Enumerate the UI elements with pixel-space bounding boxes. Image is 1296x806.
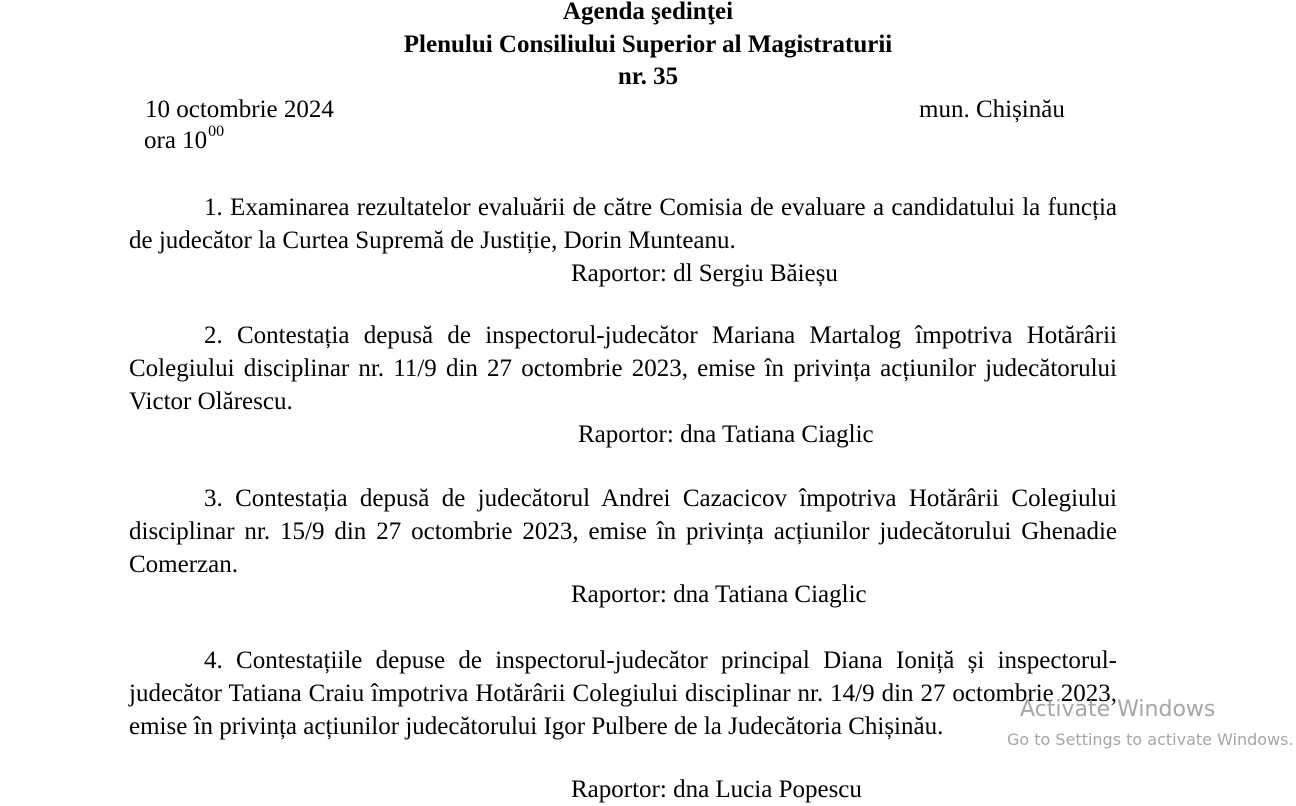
meeting-time-minutes: 00 [208,122,225,140]
agenda-number: nr. 35 [617,63,679,90]
activation-watermark-hint: Go to Settings to activate Windows. [1007,730,1294,749]
meeting-location: mun. Chișinău [919,96,1065,123]
agenda-item-3: 3. Contestația depusă de judecătorul Andrei Cazacicov împotriva Hotărârii Colegiului disciplinar nr. 15/9 din 27 octombrie 2023, emise în privința acțiunilor judecătorului Ghenadie Comerzan. [129,485,1117,578]
agenda-item-4-reporter: Raportor: dna Lucia Popescu [571,776,862,803]
agenda-item-3-reporter: Raportor: dna Tatiana Ciaglic [571,581,867,608]
agenda-title: Agenda şedinţei [562,0,734,25]
agenda-item-2: 2. Contestația depusă de inspectorul-judecător Mariana Martalog împotriva Hotărârii Colegiului disciplinar nr. 11/9 din 27 octombrie 2023, emise în privința acțiunilor judecătorului Victor Olărescu. [129,322,1117,415]
agenda-item-1-reporter: Raportor: dl Sergiu Băieșu [571,260,838,287]
agenda-subtitle: Plenului Consiliului Superior al Magistraturii [403,31,893,58]
activation-watermark-title: Activate Windows [1020,697,1216,722]
meeting-time [144,124,224,157]
agenda-item-1: 1. Examinarea rezultatelor evaluării de către Comisia de evaluare a candidatului la funcția de judecător la Curtea Supremă de Justiție, Dorin Munteanu. [129,194,1117,254]
agenda-item-2-reporter: Raportor: dna Tatiana Ciaglic [578,421,874,448]
agenda-item-4: 4. Contestațiile depuse de inspectorul-judecător principal Diana Ioniță și inspectorul-judecător Tatiana Craiu împotriva Hotărârii Colegiului disciplinar nr. 14/9 din 27 octombrie 2023, emise în privința acțiunilor judecătorului Igor Pulbere de la Judecătoria Chișinău. [129,647,1117,740]
meeting-time-hour: ora 10 [144,127,208,154]
meeting-date: 10 octombrie 2024 [145,96,334,123]
